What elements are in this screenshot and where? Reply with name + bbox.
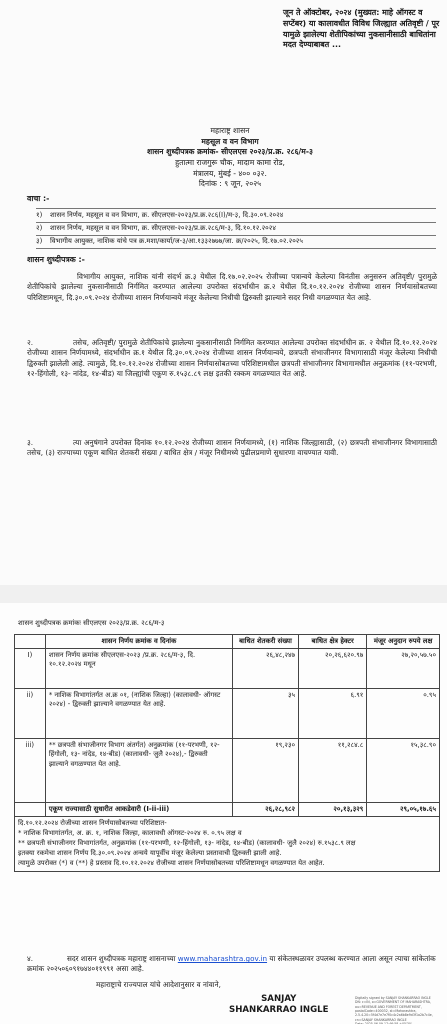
order-line: महाराष्ट्राचे राज्यपाल यांचे आदेशानुसार व नांवाने, (96, 980, 221, 989)
paragraph-3: ३. त्या अनुषंगाने उपरोक्त दिनांक १०.१२.२०२४ रोजीच्या शासन निर्णयामध्ये, (१) नाशिक जिल्ह्यासाठी, (२) छत्रपती संभाजीनगर विभागासाठी तसेच, (३) राज्याच्या एकूण बाधित शेतकरी संख्या / बाधित क्षेत्र / मंजूर निधीमध्ये पुढीलप्रमाणे सुधारणा वाचण्यात यावी. (27, 438, 437, 458)
paragraph-4: ४. सदर शासन शुध्दीपत्रक महाराष्ट्र शासनाच्या www.maharashtra.gov.in या संकेतस्थळावर उपलब्ध करण्यात आला असून त्याचा सांकेतांक क्रमांक २०२५०६०९१७४४०११९९१ असा आहे. (27, 954, 436, 974)
revision-table (14, 634, 440, 872)
reference-item: २) शासन निर्णय, महसूल व वन विभाग, क्र. सीएलएस-२०२३/प्र.क्र.२८६/म-३, दि.१०.१२.२०२४ (36, 222, 436, 236)
paragraph-1: विभागीय आयुक्त, नाशिक यांनी संदर्भ क्र.३ येथील दि.१७.०२.२०२५ रोजीच्या पत्रान्वये केलेल्या विनंतीस अनुसरुन अतिवृष्टी/ पुरामुळे शेतीपिकांचे झालेल्या नुकसानीसाठी निर्गमित करण्यात आलेल्या उपरोक्त संदर्भाधीन क्र.२ येथील दि.१०.१२.२०२४ रोजीच्या शासन निर्णयासोबतच्या परिशिष्टामधून, दि.३०.०९.२०२४ रोजीच्या शासन निर्णयान्वये मंजूर केलेल्या निधीची द्विरुक्ती झाल्याने सदर निधी वगळण्यात येत आहे. (27, 272, 437, 302)
reference-list (36, 208, 436, 249)
government-name: महाराष्ट्र शासन (210, 126, 250, 135)
website-link[interactable]: www.maharashtra.gov.in (177, 954, 268, 963)
section-title: शासन शुध्दीपत्रक :- (27, 255, 85, 264)
department-name: महसूल व वन विभाग (201, 136, 259, 146)
document-header (40, 126, 420, 190)
reference-item: ३) विभागीय आयुक्त, नाशिक यांचे पत्र क्र.मशा/कार्या/ज-३/आ.१३३२७७७/जा. क्र/२०२५, दि.१७.०२.२०२५ (36, 235, 436, 249)
address-line-2: मंत्रालय, मुंबई - ४०० ०३२. (193, 168, 267, 178)
subject-text: जून ते ऑक्टोबर, २०२४ (मुख्यत: माहे ऑगस्ट व सप्टेंबर) या कालावधीत विविध जिल्ह्यात अतिवृष्टी / पूर यामुळे झालेल्या शेतीपिकांच्या नुकसानीसाठी बाधितांना मदत देण्याबाबत ... (283, 8, 440, 50)
document-date: दिनांक : ९ जून, २०२५ (198, 179, 262, 189)
address-line-1: हुतात्मा राजगुरू चौक, मादाम कामा रोड, (175, 157, 285, 167)
table-total-row: एकूण राज्यासाठी सुधारीत आकडेवारी (I-ii-iii) २६,२८,९८२ २०,१३,३२९ २९,०५,१७.६५ (15, 803, 440, 817)
table-row: iii) ** छत्रपती संभाजीनगर विभाग अंतर्गत) अनुक्रमांक (११-परभणी, १२-हिंगोली, १३- नांदेड, १४-बीड) (कालावधी- जुलै २०२४),- द्विरुक्ती झाल्याने वगळण्यात येत आहे. १९,२३० ११,२८४.८ १५,३८.९० (15, 739, 440, 803)
reference-item: १) शासन निर्णय, महसूल व वन विभाग, क्र. सीएलएस-२०२३/प्र.क्र.२८६(I)/म-३, दि.३०.०९.२०२४ (36, 208, 436, 222)
table-row: I) शासन निर्णय क्रमांक सीएलएस-२०२३ /प्र.क्र. २८६/म-३, दि. १०.१२.२०२४ मधून २६,४८,२४७ २०,२६,६२०.९७ २७,२०,५७.५० (15, 649, 440, 689)
page-separator (0, 585, 447, 603)
digital-signature-block: Digitally signed by SANJAY SHANKARRAO INGLE DN: c=IN, o=GOVERNMENT OF MAHARASHTRA, ou=REVENUE AND FOREST DEPARTMENT, postalCode=400032, st=Maharashtra, 2.5.4.20=5f4d7e7e7f0c4c2a6b8e9d3f1a2b7c4e, cn=SANJAY SHANKARRAO INGLE Date: 2025.06.09 17:46:58 +05'30' (355, 996, 433, 1024)
table-note-row: दि.१०.१२.२०२४ रोजीच्या शासन निर्णयासोबतच्या परिशिष्टात- * नाशिक विभागांतर्गत, अ. क्र. १, नाशिक जिल्हा, कालावधी ऑगस्ट-२०२४ रु. ०.९५ लक्ष व ** छत्रपती संभाजीनगर विभागांतर्गत, अनुक्रमांक (११-परभणी, १२-हिंगोली, १३- नांदेड, १४-बीड) (कालावधी- जुलै २०२४) रु.१५३८.९ लक्ष इतक्या रकमेचा शासन निर्णय दि.३०.०९.२०२४ अन्वये यापूर्वीच मंजूर केलेल्या प्रस्तावाची द्विरुक्ती झाली आहे. त्यामुळे उपरोक्त (*) व (**) हे प्रस्ताव दि.१०.१२.२०२४ रोजीच्या शासन निर्णयासोबतच्या परिशिष्टामधून वगळण्यात येत आहेत. (15, 817, 440, 871)
signatory-name: SANJAY SHANKARRAO INGLE (229, 994, 329, 1016)
running-header: शासन शुध्दीपत्रक क्रमांकः सीएलएस २०२३/प्र.क्र. २८६/म-३ (18, 619, 165, 627)
table-header-row: शासन निर्णय क्रमांक व दिनांक बाधित शेतकरी संख्या बाधित क्षेत्र हेक्टर मंजूर अनुदान रुपये लक्ष (15, 635, 440, 649)
document-title: शासन शुध्दीपत्रक क्रमांक- सीएलएस २०२३/प्र.क्र. २८६/म-३ (147, 147, 313, 157)
table-row: ii) * नाशिक विभागांतर्गत अ.क्र ०१, (नाशिक जिल्हा) (कालावधी- ऑगस्ट २०२४) - द्विरुक्ती झाल्याने वगळण्यात येत आहे. ३५ ६.९१ ०.९५ (15, 689, 440, 739)
paragraph-2: २. तसेच, अतिवृष्टी/ पुरामुळे शेतीपिकांचे झालेल्या नुकसानीसाठी निर्गमित करण्यात आलेल्या उपरोक्त संदर्भाधीन क्र. २ येथील दि.१०.१२.२०२४ रोजीच्या शासन निर्णयामध्ये, संदर्भाधीन क्र.१ येथील दि.३०.०९.२०२४ रोजीच्या शासन निर्णयान्वये, छत्रपती संभाजीनगर विभागासाठी मंजूर केलेल्या निधीची द्विरुक्ती झालेली आहे. त्यामुळे, दि.१०.१२.२०२४ रोजीच्या शासन निर्णयासोबतच्या परिशिष्टामधील छत्रपती संभाजीनगर विभागामधील अनुक्रमांक (११-परभणी, १२-हिंगोली, १३- नांदेड, १४-बीड) या जिल्ह्यांची एकूण रु.१५३८.८९ लक्ष इतकी रक्कम वगळण्यात येत आहे. (27, 338, 437, 379)
read-label: वाचा :- (27, 194, 50, 203)
